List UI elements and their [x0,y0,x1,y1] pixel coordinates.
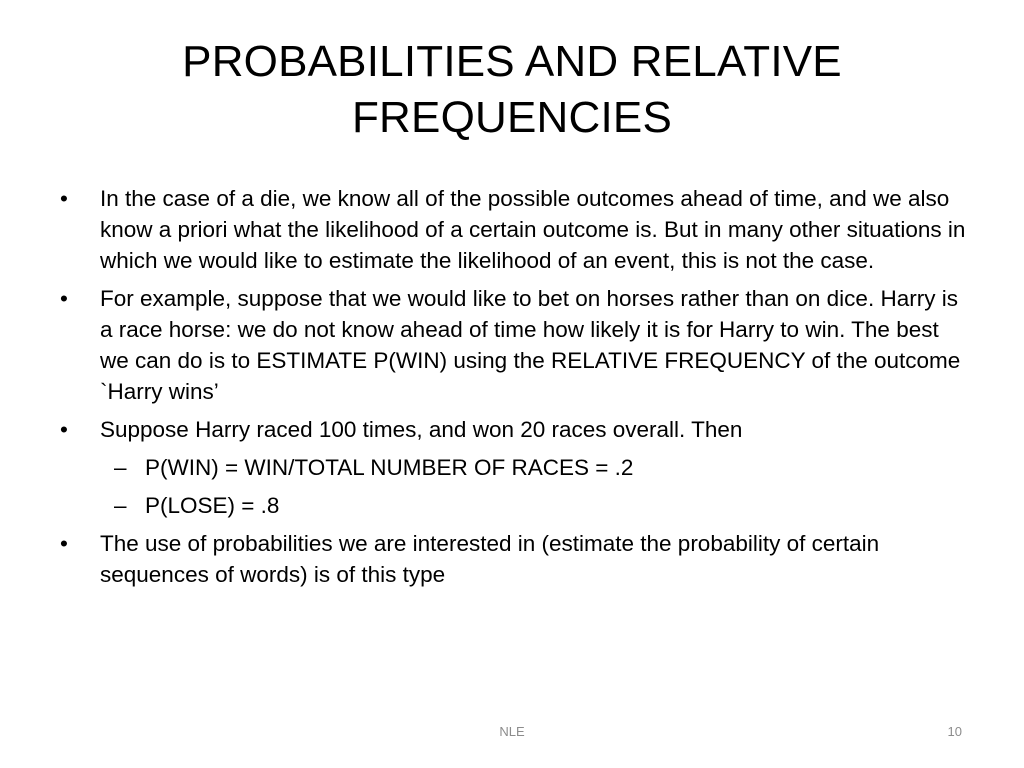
sub-bullet-item [56,452,968,483]
slide-title-line-2: FREQUENCIES [351,93,673,142]
bullet-text: For example, suppose that we would like to bet on horses rather than on dice. Harry is a race horse: we do not know ahead of time how likely it is for Harry to win. The best we can do is to ESTIMATE P(WIN) using the RELATIVE FREQUENCY of the outcome `Harry wins’ [100,286,961,404]
bullet-icon: • [60,531,68,556]
page-number: 10 [947,724,962,739]
bullet-icon: • [60,417,68,442]
sub-bullet-text: P(LOSE) = .8 [145,493,280,518]
bullet-text: The use of probabilities we are interested in (estimate the probability of certain sequences of words) is of this type [100,531,880,587]
bullet-text: In the case of a die, we know all of the possible outcomes ahead of time, and we also know a priori what the likelihood of a certain outcome is. But in many other situations in which we would like to estimate the likelihood of an event, this is not the case. [100,186,966,273]
slide-body [56,183,968,597]
slide-title-line-1: PROBABILITIES AND RELATIVE [182,37,842,86]
bullet-icon: • [60,186,68,211]
bullet-text: Suppose Harry raced 100 times, and won 20 races overall. Then [100,417,743,442]
bullet-item [56,528,968,590]
footer-label: NLE [499,724,525,739]
sub-bullet-item [56,490,968,521]
bullet-item [56,183,968,276]
bullet-icon: • [60,286,68,311]
slide-title [60,34,964,146]
sub-bullet-text: P(WIN) = WIN/TOTAL NUMBER OF RACES = .2 [145,455,634,480]
bullet-item [56,283,968,407]
dash-icon: – [114,455,127,480]
bullet-item [56,414,968,445]
dash-icon: – [114,493,127,518]
